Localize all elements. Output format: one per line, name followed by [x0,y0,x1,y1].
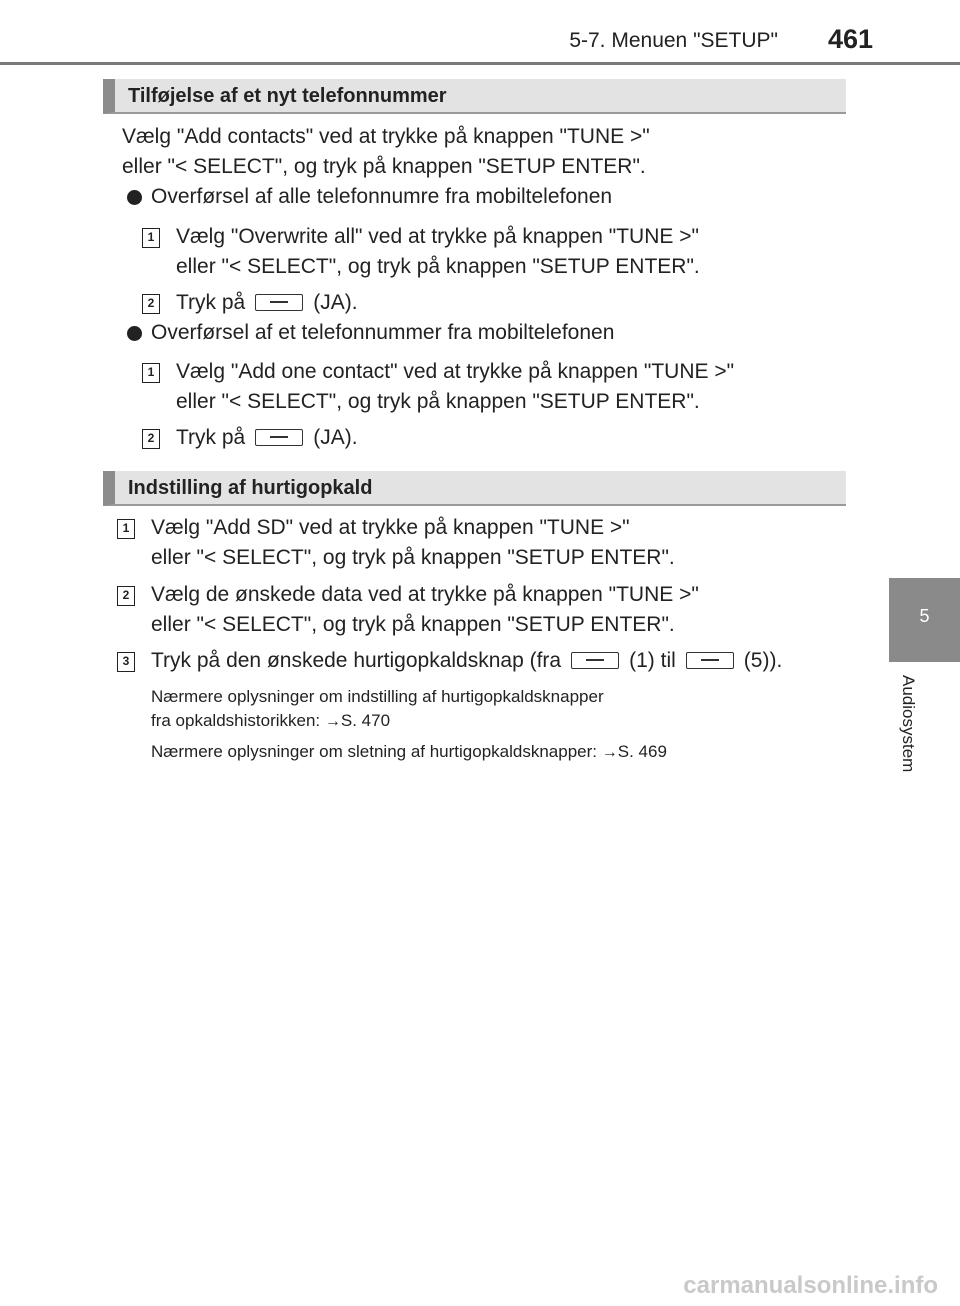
arrow-icon: → [324,713,341,730]
section-heading-new-number [103,79,846,114]
bullet-all-numbers: Overførsel af alle telefonnumre fra mobiltelefonen [151,185,613,208]
yes-key-icon [255,294,303,311]
step-number-icon: 2 [142,429,160,449]
step-number-icon: 2 [142,294,160,314]
section-heading-speed-dial [103,471,846,506]
step-text: eller "< SELECT", og tryk på knappen "SETUP ENTER". [151,613,675,636]
speed-dial-key-icon [686,652,734,669]
step-text-prefix: Tryk på [176,291,246,314]
step-number-icon: 3 [117,652,135,672]
bullet-one-number: Overførsel af et telefonnummer fra mobiltelefonen [151,321,615,344]
note-text-line: Nærmere oplysninger om sletning af hurtigopkaldsknapper: [151,742,598,761]
step-text-suffix: (5)). [743,649,783,672]
step-text [176,291,358,315]
step-text: eller "< SELECT", og tryk på knappen "SETUP ENTER". [151,546,675,569]
chapter-title: 5-7. Menuen "SETUP" [569,29,778,52]
step-text: Vælg "Overwrite all" ved at trykke på knappen "TUNE >" [176,225,699,248]
step-text: Vælg "Add one contact" ved at trykke på knappen "TUNE >" [176,360,735,383]
bullet-icon [127,326,142,341]
chapter-tab-rule [889,660,960,662]
step-text: eller "< SELECT", og tryk på knappen "SETUP ENTER". [176,390,700,413]
step-text: Vælg de ønskede data ved at trykke på knappen "TUNE >" [151,583,699,606]
page-number: 461 [828,24,874,54]
chapter-tab-label: Audiosystem [899,675,918,773]
step-text-prefix: Tryk på [176,426,246,449]
watermark: carmanualsonline.info [683,1272,938,1299]
page-reference-link[interactable]: S. 470 [340,711,391,730]
note-text [151,742,667,762]
step-number-icon: 1 [142,228,160,248]
section-title: Indstilling af hurtigopkald [128,477,373,499]
note-text: Nærmere oplysninger om indstilling af hurtigopkaldsknapper [151,687,604,706]
page-header [0,0,960,70]
yes-key-icon [255,429,303,446]
step-text: eller "< SELECT", og tryk på knappen "SETUP ENTER". [176,255,700,278]
speed-dial-key-icon [571,652,619,669]
note-text [151,711,390,731]
step-text: Vælg "Add SD" ved at trykke på knappen "TUNE >" [151,516,630,539]
intro-line-2: eller "< SELECT", og tryk på knappen "SETUP ENTER". [122,155,646,178]
chapter-tab-number: 5 [919,606,930,626]
step-text [151,649,782,673]
step-text-prefix: Tryk på den ønskede hurtigopkaldsknap (fra [151,649,562,672]
step-number-icon: 1 [142,363,160,383]
step-text-mid: (1) til [629,649,676,672]
step-text-suffix: (JA). [313,426,358,449]
step-number-icon: 1 [117,519,135,539]
step-number-icon: 2 [117,586,135,606]
step-text-suffix: (JA). [313,291,358,314]
bullet-icon [127,190,142,205]
step-text [176,426,358,450]
page-reference-link[interactable]: S. 469 [617,742,667,761]
header-rule [0,62,960,65]
intro-line-1: Vælg "Add contacts" ved at trykke på knappen "TUNE >" [122,125,650,148]
note-text-line: fra opkaldshistorikken: [151,711,321,730]
chapter-tab [889,578,960,660]
arrow-icon: → [601,744,618,761]
section-title: Tilføjelse af et nyt telefonnummer [128,85,447,107]
